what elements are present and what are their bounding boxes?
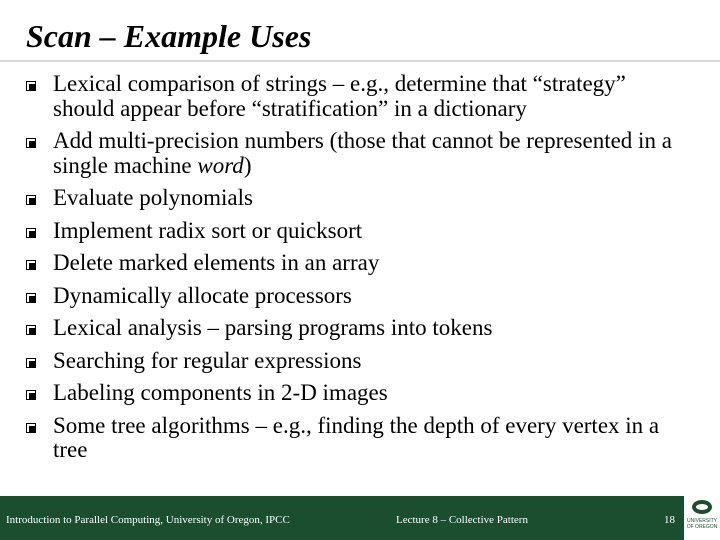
square-bullet-icon [26, 423, 36, 433]
bullet-text: Lexical analysis – parsing programs into tokens [53, 315, 493, 340]
square-bullet-icon [26, 228, 36, 238]
logo-text: UNIVERSITY OF OREGON [686, 518, 718, 530]
footer-bar [0, 496, 720, 540]
title-divider [0, 60, 720, 62]
page-number: 18 [664, 514, 675, 526]
list-item [24, 72, 684, 121]
list-item [24, 129, 684, 178]
bullet-text: Add multi-precision numbers (those that cannot be represented in a single machine [53, 128, 672, 178]
list-item [24, 284, 684, 309]
bullet-text: Lexical comparison of strings – e.g., determine that “strategy” should appear before “stratification” in a dictionary [53, 71, 626, 121]
footer-course: Introduction to Parallel Computing, University of Oregon, IPCC [6, 514, 290, 526]
list-item [24, 381, 684, 406]
list-item [24, 349, 684, 374]
square-bullet-icon [26, 138, 36, 148]
list-item [24, 219, 684, 244]
slide-title: Scan – Example Uses [26, 18, 312, 54]
footer-lecture: Lecture 8 – Collective Pattern [396, 514, 528, 526]
bullet-text: ) [243, 152, 252, 178]
bullet-text: Labeling components in 2-D images [53, 380, 388, 405]
list-item [24, 186, 684, 211]
square-bullet-icon [26, 325, 36, 335]
square-bullet-icon [26, 260, 36, 270]
square-bullet-icon [26, 358, 36, 368]
bullet-text: Implement radix sort or quicksort [53, 217, 363, 243]
square-bullet-icon [26, 195, 36, 205]
list-item [24, 316, 684, 341]
university-logo [684, 496, 720, 540]
bullet-text: Evaluate polynomials [53, 185, 253, 210]
square-bullet-icon [26, 81, 36, 91]
bullet-text: Delete marked elements in an array [53, 250, 380, 275]
list-item [24, 251, 684, 276]
bullet-text: Dynamically allocate processors [53, 282, 352, 308]
bullet-text: Some tree algorithms – e.g., finding the depth of every vertex in a tree [53, 412, 660, 462]
bullet-text-italic: word [197, 152, 244, 178]
square-bullet-icon [26, 390, 36, 400]
list-item [24, 414, 684, 463]
bullet-text: Searching for regular expressions [53, 347, 362, 373]
square-bullet-icon [26, 293, 36, 303]
oregon-o-icon [692, 500, 712, 514]
bullet-list [24, 72, 684, 471]
